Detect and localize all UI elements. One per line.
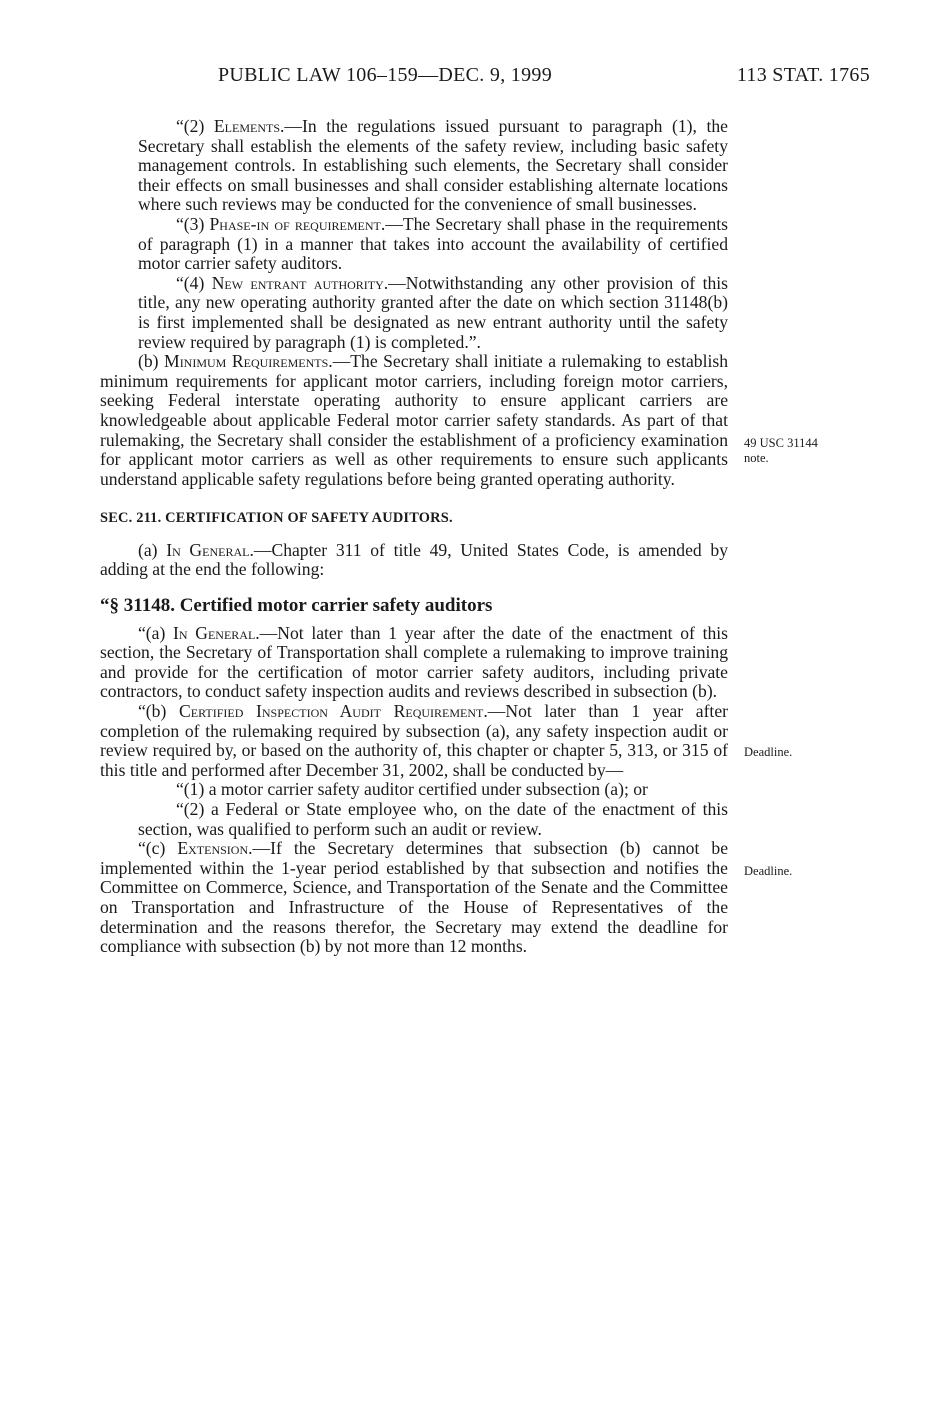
paragraph-text: .—The Secretary shall phase in the requirements of paragraph (1) in a manner that takes into account the availability of certified motor carrier safety auditors. xyxy=(138,213,729,274)
subsection-number: “(c) xyxy=(138,838,178,859)
body-text xyxy=(100,117,728,957)
quoted-subsection-a xyxy=(100,624,728,702)
margin-note-deadline-a: Deadline. xyxy=(744,745,793,759)
subsection-text: .—If the Secretary determines that subsection (b) cannot be implemented within the 1-year period established by that subsection and notifies the Committee on Commerce, Science, and Transportation of the Senate and the Committee on Transportation and Infrastructure of the House of Representatives of the determination and the reasons therefor, the Secretary may extend the deadline for compliance with subsection (b) by not more than 12 months. xyxy=(100,838,728,957)
statute-page-number: 113 STAT. 1765 xyxy=(736,64,870,86)
margin-note-usc-line: note. xyxy=(744,451,769,465)
subsection-text: .—Not later than 1 year after the date of the enactment of this section, the Secretary of Transportation shall complete a rulemaking to improve training and provide for the certification of motor carrier safety auditors, including private contractors, to conduct safety inspection audits and reviews described in subsection (b). xyxy=(100,622,728,702)
quoted-paragraph-b2: “(2) a Federal or State employee who, on the date of the enactment of this section, was qualified to perform such an audit or review. xyxy=(138,799,728,839)
subsection-heading: In General xyxy=(173,622,256,643)
paragraph-text: .—Notwithstanding any other provision of this title, any new operating authority granted after the date on which section 31148(b) is first implemented shall be designated as new entrant authority until the safety review required by paragraph (1) is completed.”. xyxy=(138,272,728,352)
margin-note-deadline-b: Deadline. xyxy=(744,864,793,878)
running-header xyxy=(100,64,870,94)
margin-note-usc-line: 49 USC 31144 xyxy=(744,436,818,450)
subsection-a-in-general xyxy=(100,541,728,580)
subsection-number: “(a) xyxy=(138,622,174,643)
subsection-text: .—Chapter 311 of title 49, United States Code, is amended by adding at the end the following: xyxy=(100,539,728,580)
subsection-text: .—Not later than 1 year after completion of the rulemaking required by subsection (a), any safety inspection audit or review required by, or based on the authority of, this chapter or chapter 5, 313, or 315 of this title and performed after December 31, 2002, shall be conducted by— xyxy=(100,701,728,780)
subsection-b-minimum-requirements xyxy=(100,352,728,489)
quoted-subsection-c xyxy=(100,839,728,957)
subsection-heading: Extension xyxy=(177,838,249,859)
subsection-heading: Minimum Requirements xyxy=(164,351,329,372)
paragraph-number: “(2) xyxy=(176,116,214,136)
paragraph-4-new-entrant xyxy=(100,274,728,352)
section-211-heading: SEC. 211. CERTIFICATION OF SAFETY AUDITORS. xyxy=(100,510,453,527)
paragraph-heading: Phase-in of requirement xyxy=(209,213,381,234)
paragraph-heading: New entrant authority xyxy=(211,272,384,293)
subsection-text: .—The Secretary shall initiate a rulemaking to establish minimum requirements for applicant motor carriers, including foreign motor carriers, seeking Federal interstate operating authority to ensure applicant carriers are knowledgeable about applicable Federal motor carrier safety standards. As part of that rulemaking, the Secretary shall consider the establishment of a proficiency examination for applicant motor carriers as well as other requirements to ensure such applicants understand applicable safety regulations before being granted operating authority. xyxy=(100,351,728,489)
section-31148-heading: “§ 31148. Certified motor carrier safety auditors xyxy=(100,595,493,617)
quoted-subsection-b xyxy=(100,702,728,780)
quoted-paragraph-b1: “(1) a motor carrier safety auditor certified under subsection (a); or xyxy=(176,779,648,800)
paragraph-number: “(3) xyxy=(176,213,210,234)
subsection-number: (a) xyxy=(138,539,167,560)
public-law-citation: PUBLIC LAW 106–159—DEC. 9, 1999 xyxy=(218,64,552,86)
paragraph-heading: Elements xyxy=(213,116,280,136)
paragraph-2-elements xyxy=(100,117,728,215)
subsection-number: (b) xyxy=(138,351,165,372)
subsection-number: “(b) xyxy=(138,701,180,722)
paragraph-number: “(4) xyxy=(176,272,212,293)
paragraph-3-phase-in xyxy=(100,215,728,274)
margin-note-usc xyxy=(744,436,818,466)
paragraph-text: .—In the regulations issued pursuant to paragraph (1), the Secretary shall establish the elements of the safety review, including basic safety management controls. In establishing such elements, the Secretary shall consider their effects on small businesses and shall consider establishing alternate locations where such reviews may be conducted for the convenience of small businesses. xyxy=(138,116,728,215)
subsection-heading: Certified Inspection Audit Requirement xyxy=(179,701,484,722)
subsection-heading: In General xyxy=(166,539,250,560)
